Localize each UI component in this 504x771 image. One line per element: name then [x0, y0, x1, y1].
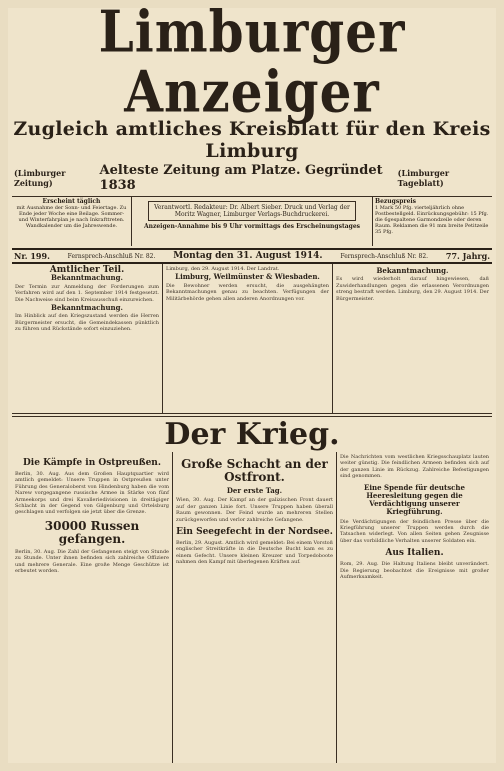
info-left-text: mit Ausnahme der Sonn- und Feiertage. Zu Ende jeder Woche eine Beilage. Sommer- und Winterfahrplan je nach Inkrafttreten. Wandkalender um die Jahreswende. — [16, 205, 127, 229]
upper-col-1 — [12, 264, 162, 413]
lower-columns — [12, 452, 492, 763]
info-right-text: 1 Mark 50 Pfg. vierteljährlich ohne Postbestellgeld. Einrückungsgebühr: 15 Pfg. die 6gespaltene Garmondzeile oder deren Raum. Reklamen die 91 mm breite Petitzeile 35 Pfg. — [375, 205, 489, 235]
volume-year: 77. Jahrg. — [445, 251, 490, 261]
article-text: Berlin, 30. Aug. Aus dem Großen Hauptquartier wird amtlich gemeldet: Unsere Truppen in Ostpreußen unter Führung des Generaloberst von Hindenburg haben die vom Narew vorgegangene russische Armee in Stärke von fünf Armeekorps und drei Kavalleriedivisionen in dreitägiger Schlacht in der Gegend von Gilgenburg und Ortelsburg geschlagen und verfolgen sie jetzt über die Grenze. — [15, 471, 169, 516]
date-bar — [12, 248, 492, 264]
tagline — [14, 163, 490, 193]
upper-col-2 — [162, 264, 332, 413]
lower-col-2 — [172, 452, 336, 763]
notice-heading: Bekanntmachung. — [376, 266, 449, 275]
war-heading: Der Krieg. — [12, 416, 492, 452]
info-band — [12, 196, 492, 246]
issue-number: Nr. 199. — [14, 251, 50, 261]
article-headline: 30000 Russen gefangen. — [44, 518, 140, 546]
info-left — [12, 197, 132, 246]
subtitle: Zugleich amtliches Kreisblatt für den Kreis Limburg — [13, 118, 491, 162]
notice-heading: Limburg, Weilmünster & Wiesbaden. — [175, 272, 320, 282]
notice-heading: Bekanntmachung. — [51, 273, 123, 283]
article-headline: Aus Italien. — [385, 548, 444, 559]
issue-date: Montag den 31. August 1914. — [173, 251, 323, 261]
phone-left: Fernsprech-Anschluß Nr. 82. — [67, 252, 156, 260]
info-mid — [132, 197, 372, 246]
tagline-left: (Limburger Zeitung) — [14, 168, 66, 188]
article-text: Wien, 30. Aug. Der Kampf an der galizischen Front dauert auf der ganzen Linie fort. Unsere Truppen haben überall Raum gewonnen. Der Feind wurde an mehreren Stellen zurückgeworfen und verlor zahlreiche Gefangene. — [176, 497, 333, 523]
newspaper-page — [8, 8, 496, 763]
article-text: Die Verdächtigungen der feindlichen Presse über die Kriegführung unserer Truppen werden durch die Tatsachen widerlegt. Von allen Seiten gehen Zeugnisse über das vorbildliche Verhalten unserer Soldaten ein. — [340, 518, 489, 544]
upper-columns — [12, 264, 492, 414]
notice-text: Im Hinblick auf den Kriegszustand werden die Herren Bürgermeister ersucht, die Gemeindekassen pünktlich zu führen und Rückstände sofort einzuziehen. — [15, 313, 159, 333]
info-right-title: Bezugspreis — [375, 198, 417, 205]
notice-text: Es wird wiederholt darauf hingewiesen, daß Zuwiderhandlungen gegen die erlassenen Verordnungen streng bestraft werden. Limburg, den 29. August 1914. Der Bürgermeister. — [336, 276, 489, 302]
article-text: Berlin, 30. Aug. Die Zahl der Gefangenen steigt von Stunde zu Stunde. Unter ihnen befinden sich zahlreiche Offiziere und mehrere Generale. Eine große Menge Geschütze ist erbeutet worden. — [15, 548, 169, 575]
notice-heading: Bekanntmachung. — [51, 303, 123, 313]
article-headline: Eine Spende für deutsche Heeresleitung gegen die Verdächtigung unserer Kriegführung. — [364, 482, 465, 516]
info-announce: Anzeigen-Annahme bis 9 Uhr vormittags des Erscheinungstages — [143, 223, 361, 230]
upper-col-3 — [332, 264, 492, 413]
article-subheading: Der erste Tag. — [226, 486, 283, 495]
article-headline: Ein Seegefecht in der Nordsee. — [176, 527, 333, 538]
article-headline: Große Schacht an der Ostfront. — [181, 457, 328, 484]
lower-col-3 — [336, 452, 492, 763]
tagline-center: Aelteste Zeitung am Platze. Gegründet 1838 — [99, 163, 383, 193]
phone-right: Fernsprech-Anschluß Nr. 82. — [340, 252, 429, 260]
section-heading: Amtlicher Teil. — [49, 265, 125, 275]
info-mid-text: Verantwortl. Redakteur: Dr. Albert Sieber. Druck und Verlag der Moritz Wagner, Limburger Verlags-Buchdruckerei. — [148, 201, 356, 221]
info-right — [372, 197, 492, 246]
notice-text: Die Bewohner werden ersucht, die ausgehängten Bekanntmachungen genau zu beachten. Verfügungen der Militärbehörde gehen allen anderen Anordnungen vor. — [166, 282, 329, 302]
article-text: Rom, 29. Aug. Die Haltung Italiens bleibt unverändert. Die Regierung beobachtet die Ereignisse mit großer Aufmerksamkeit. — [340, 561, 489, 581]
article-text: Berlin, 29. August. Amtlich wird gemeldet: Bei einem Vorstoß englischer Streitkräfte in die Deutsche Bucht kam es zu einem Gefecht. Unsere kleinen Kreuzer und Torpedoboote nahmen den Kampf mit überlegenen Kräften auf. — [176, 540, 333, 566]
article-headline: Die Kämpfe in Ostpreußen. — [23, 458, 161, 468]
notice-text: Der Termin zur Anmeldung der Forderungen zum Verfahren wird auf den 1. September 1914 festgesetzt. Die Nachweise sind beim Kreisausschuß einzureichen. — [15, 283, 159, 303]
article-text: Die Nachrichten vom westlichen Kriegsschauplatz lauten weiter günstig. Die feindlichen Armeen befinden sich auf der ganzen Linie im Rückzug. Zahlreiche Befestigungen sind genommen. — [340, 454, 489, 480]
tagline-right: (Limburger Tageblatt) — [397, 168, 450, 188]
info-left-title: Erscheint täglich — [42, 198, 101, 205]
lower-col-1 — [12, 452, 172, 763]
masthead: Limburger Anzeiger — [98, 8, 406, 126]
notice-text: Limburg, den 29. August 1914. Der Landrat. — [166, 266, 280, 272]
